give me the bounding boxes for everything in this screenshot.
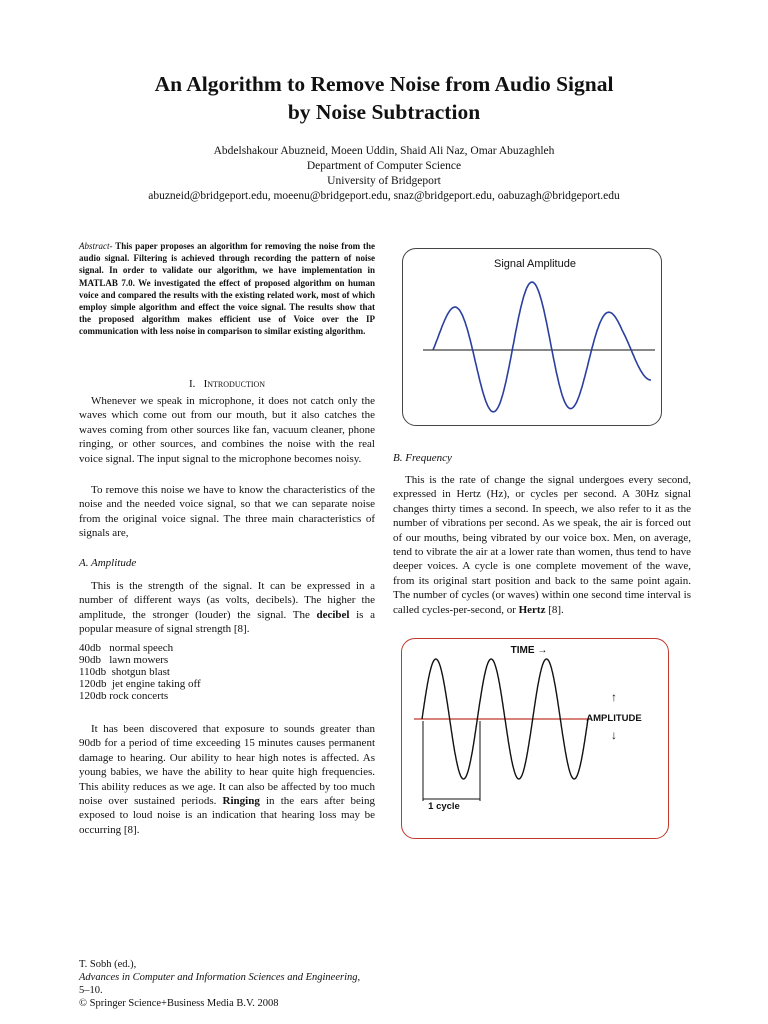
section-title: Introduction <box>203 378 266 390</box>
amplitude-paragraph-1 <box>79 579 375 637</box>
abstract-text: This paper proposes an algorithm for removing the noise from the audio signal. Filtering is achieved through recording the pattern of noise signal. In order to validate our algorithm, we have implementation in MATLAB 7.0. We investigated the effect of proposed algorithm on human voice and compared the results with the existing related work, most of which employ simple algorithm and effect the voice signal. The results show that the proposed algorithm makes efficient use of Voice over the IP communication with less noise in comparison to similar existing algorithm. <box>79 241 375 337</box>
arrow-up-icon: ↑ <box>611 690 617 704</box>
list-item: 90db lawn mowers <box>79 654 169 666</box>
decibel-level-list <box>79 642 201 702</box>
author-names: Abdelshakour Abuzneid, Moeen Uddin, Shaid Ali Naz, Omar Abuzaghleh <box>213 145 555 157</box>
author-block <box>60 144 708 204</box>
author-emails: abuzneid@bridgeport.edu, moeenu@bridgeport.edu, snaz@bridgeport.edu, oabuzagh@bridgeport.edu <box>148 190 620 202</box>
title-line-1: An Algorithm to Remove Noise from Audio Signal <box>154 72 614 96</box>
left-column <box>79 240 375 836</box>
author-department: Department of Computer Science <box>306 160 462 172</box>
amplitude-p2-text-a: It has been discovered that exposure to sounds greater than 90db for a period of time exceeding 15 minutes causes permanent damage to hearing. Our ability to hear high notes is affected. As young babies, we have the ability to hear quite high frequencies. This ability reduces as we age. It can also be affected by too much noise over sustained periods. <box>79 723 375 808</box>
decibel-term: decibel <box>316 608 350 621</box>
abstract <box>79 240 375 338</box>
section-heading-introduction <box>79 378 375 390</box>
frequency-diagram <box>402 639 668 838</box>
amplitude-p1-text-b: is a popular measure of signal strength [8]. <box>79 608 375 636</box>
frequency-figure <box>401 638 669 839</box>
list-item: 110db shotgun blast <box>79 666 170 678</box>
title-line-2: by Noise Subtraction <box>287 100 481 124</box>
amplitude-paragraph-2 <box>79 722 375 837</box>
ringing-term: Ringing <box>222 795 260 808</box>
subsection-heading-amplitude: A. Amplitude <box>79 557 137 569</box>
signal-amplitude-plot <box>403 249 661 425</box>
footer-book-title: Advances in Computer and Information Sciences and Engineering, <box>79 972 361 983</box>
signal-amplitude-figure <box>402 248 662 426</box>
frequency-text-b: [8]. <box>545 603 564 616</box>
author-university: University of Bridgeport <box>327 175 441 187</box>
hertz-term: Hertz <box>518 603 546 616</box>
list-item: 120db rock concerts <box>79 690 169 702</box>
footer-pages: 5–10. <box>79 985 103 996</box>
frequency-paragraph <box>393 473 691 617</box>
subsection-heading-frequency: B. Frequency <box>393 452 452 464</box>
time-label: TIME → <box>510 645 548 656</box>
footer-citation <box>79 958 360 997</box>
amplitude-label: AMPLITUDE <box>586 713 642 724</box>
list-item: 40db normal speech <box>79 642 174 654</box>
arrow-down-icon: ↓ <box>611 728 617 742</box>
footer-editor: T. Sobh (ed.), <box>79 959 137 970</box>
abstract-label: Abstract- <box>79 241 113 251</box>
cycle-label: 1 cycle <box>428 801 460 812</box>
amplitude-p2-text-b: in the ears after being exposed to loud noise is an indication that hearing loss may be occurring [8]. <box>79 795 375 836</box>
paper-title <box>60 70 708 126</box>
section-numeral: I. <box>188 378 196 390</box>
signal-wave <box>433 282 651 412</box>
intro-paragraph-2: To remove this noise we have to know the characteristics of the noise and the needed voice signal, so that we can separate noise from the original voice signal. The three main characteristics of signals are, <box>79 484 375 540</box>
footer-copyright: © Springer Science+Business Media B.V. 2008 <box>79 998 279 1009</box>
amplitude-p1-text-a: This is the strength of the signal. It can be expressed in a number of different ways (as volts, decibels). The higher the amplitude, the stronger (louder) the signal. The <box>79 580 375 621</box>
page-footer <box>79 958 360 1010</box>
list-item: 120db jet engine taking off <box>79 678 201 690</box>
figure-title: Signal Amplitude <box>494 258 576 270</box>
intro-paragraph-1: Whenever we speak in microphone, it does not catch only the waves which come out from our mouth, but it also catches the waves coming from other sources like fan, vacuum cleaner, phone ringing, or other sources, and combines the noise with the real voice signal. The input signal to the microphone becomes noisy. <box>79 395 375 465</box>
frequency-text-a: This is the rate of change the signal undergoes every second, expressed in Hertz (Hz), or cycles per second. A 30Hz signal changes thirty times a second. In speech, we also refer to it as the number of vibrations per second. As we speak, the air is forced out of our mouths, being vibrated by our voice box. Men, on average, tend to vibrate the air at a lower rate than women, thus tend to have deeper voices. A cycle is one complete movement of the wave, from its original start position and back to the same point again. The number of cycles (or waves) within one second time interval is called cycles-per-second, or <box>393 474 691 616</box>
